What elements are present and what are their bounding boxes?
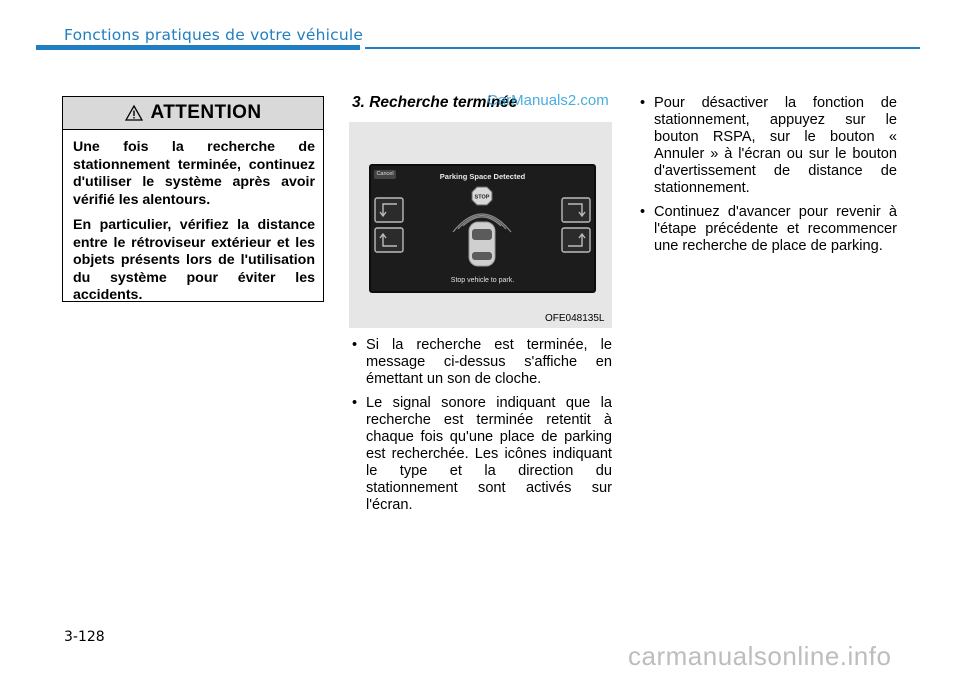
bullet-text: Si la recherche est terminée, le message ci-dessus s'affiche en émettant un son de cloche.: [366, 337, 612, 387]
footer-watermark: carmanualsonline.info: [628, 641, 892, 671]
parking-direction-icon-left-top: [375, 198, 403, 222]
list-item: [640, 204, 897, 255]
right-bullet-list: [640, 95, 897, 262]
display-screen: [369, 164, 596, 293]
cancel-button: Cancel: [374, 170, 396, 179]
attention-box: [62, 96, 324, 302]
parking-scene-illustration: [371, 166, 594, 291]
bullet-text: Pour désactiver la fonction de stationnement, appuyez sur le bouton RSPA, sur le bouton « Annuler » à l'écran ou sur le bouton d'avertissement de distance de stationnement.: [654, 95, 897, 196]
list-item: [352, 337, 612, 388]
header-rule-thin: [365, 47, 920, 49]
middle-bullet-list: [352, 337, 612, 521]
warning-triangle-icon: [125, 105, 143, 121]
list-item: [640, 95, 897, 197]
header-rule-thick: [36, 45, 360, 50]
attention-header: [63, 97, 323, 130]
parking-direction-icon-right-bottom: [562, 228, 590, 252]
figure-code: OFE048135L: [545, 313, 605, 324]
section-heading: 3. Recherche terminée: [352, 94, 518, 111]
screen-title: Parking Space Detected: [439, 172, 526, 181]
figure-parking-screen: [349, 122, 612, 328]
bullet-text: Continuez d'avancer pour revenir à l'étape précédente et recommencer une recherche de place de parking.: [654, 204, 897, 254]
page-number: 3-128: [64, 629, 105, 645]
attention-body: [73, 139, 315, 313]
attention-title: ATTENTION: [150, 102, 262, 123]
parking-direction-icon-left-bottom: [375, 228, 403, 252]
car-top-view-icon: [469, 222, 495, 266]
bullet-glyph: •: [352, 337, 358, 353]
screen-footer-text: Stop vehicle to park.: [450, 277, 515, 284]
bullet-glyph: •: [352, 395, 358, 411]
watermark-top: CarManuals2.com: [487, 92, 609, 109]
parking-direction-icon-right-top: [562, 198, 590, 222]
bullet-text: Le signal sonore indiquant que la recherche est terminée retentit à chaque fois qu'une place de parking est recherchée. Les icônes indiquant le type et la direction du stationnement sont activés sur l'écran.: [366, 395, 612, 513]
stop-sign-label: STOP: [474, 194, 490, 201]
bullet-glyph: •: [640, 204, 646, 220]
bullet-glyph: •: [640, 95, 646, 111]
attention-paragraph: En particulier, vérifiez la distance entre le rétroviseur extérieur et les objets présents lors de l'utilisation du système pour éviter les accidents.: [73, 217, 315, 303]
list-item: [352, 395, 612, 514]
section-title: Fonctions pratiques de votre véhicule: [64, 26, 364, 44]
attention-paragraph: Une fois la recherche de stationnement terminée, continuez d'utiliser le système après avoir vérifié les alentours.: [73, 139, 315, 208]
